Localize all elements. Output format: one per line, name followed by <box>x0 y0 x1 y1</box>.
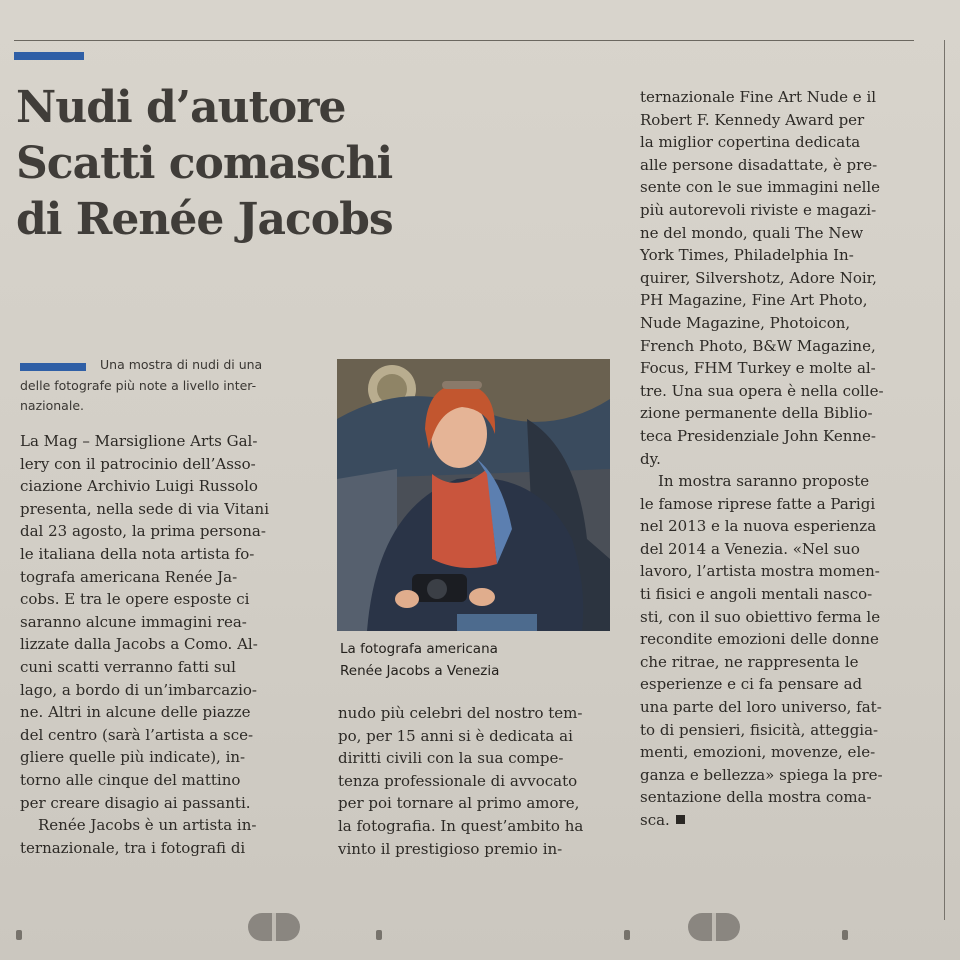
article-text-line: la fotografia. In quest’ambito ha <box>338 816 584 835</box>
lede-line: delle fotografe più note a livello inter- <box>20 377 257 393</box>
article-text-line: sentazione della mostra coma- <box>640 788 872 807</box>
paper-mark <box>842 930 848 940</box>
article-text-line: ternazionale Fine Art Nude e il <box>640 88 877 106</box>
article-text-line: ganza e bellezza» spiega la pre- <box>640 765 883 784</box>
caption-line: Renée Jacobs a Venezia <box>340 663 500 679</box>
article-text-line: la miglior copertina dedicata <box>640 133 861 152</box>
article-text-line: nudo più celebri del nostro tem- <box>338 704 583 722</box>
article-text-line: York Times, Philadelphia In- <box>640 246 854 265</box>
article-text-line: dal 23 agosto, la prima persona- <box>20 522 266 541</box>
article-text-line: tenza professionale di avvocato <box>338 771 578 790</box>
article-text-line: tre. Una sua opera è nella colle- <box>640 381 884 400</box>
article-text-line: dy. <box>640 449 661 468</box>
article-text-line: per creare disagio ai passanti. <box>20 793 251 812</box>
article-text-line: ne del mondo, quali The New <box>640 223 864 242</box>
article-text-line: presenta, nella sede di via Vitani <box>20 499 270 518</box>
article-text-line: diritti civili con la sua compe- <box>338 749 564 768</box>
article-text-line: vinto il prestigioso premio in- <box>338 839 563 858</box>
text-column-3 <box>640 86 940 832</box>
article-text-line: Robert F. Kennedy Award per <box>640 110 865 129</box>
article-text-line: lery con il patrocinio dell’Asso- <box>20 454 256 473</box>
article-text-line: le famose riprese fatte a Parigi <box>640 494 876 513</box>
article-text-line: ternazionale, tra i fotografi di <box>20 838 246 857</box>
headline-line: Nudi d’autore <box>16 82 346 133</box>
article-text-line: esperienze e ci fa pensare ad <box>640 675 863 694</box>
article-text-line: sca. <box>640 809 940 832</box>
paper-mark <box>376 930 382 940</box>
article-text-line: lago, a bordo di un’imbarcazio- <box>20 680 257 699</box>
article-text-line: Renée Jacobs è un artista in- <box>38 816 257 835</box>
article-text-line: zione permanente della Biblio- <box>640 404 873 423</box>
article-text-line: per poi tornare al primo amore, <box>338 794 580 813</box>
text-column-1 <box>20 430 320 859</box>
article-headline <box>16 80 576 248</box>
article-text-line: menti, emozioni, movenze, ele- <box>640 743 876 762</box>
article-text-line: quirer, Silvershotz, Adore Noir, <box>640 268 877 287</box>
article-text-line: PH Magazine, Fine Art Photo, <box>640 291 868 310</box>
article-end-mark <box>676 815 685 824</box>
article-text-line: una parte del loro universo, fat- <box>640 698 882 717</box>
photo-renee-jacobs <box>337 359 610 631</box>
article-text-line: tografa americana Renée Ja- <box>20 567 238 586</box>
headline-line: Scatti comaschi <box>16 138 393 189</box>
article-text-line: sti, con il suo obiettivo ferma le <box>640 607 881 626</box>
paper-mark <box>624 930 630 940</box>
portrait-illustration <box>337 359 610 631</box>
article-text-line: sente con le sue immagini nelle <box>640 178 881 197</box>
caption-line: La fotografa americana <box>340 641 498 657</box>
lede-line: nazionale. <box>20 398 84 413</box>
article-text-line: alle persone disadattate, è pre- <box>640 155 878 174</box>
article-text-line: Focus, FHM Turkey e molte al- <box>640 359 876 378</box>
article-text-line: nel 2013 e la nuova esperienza <box>640 517 877 536</box>
article-text-line: ciazione Archivio Luigi Russolo <box>20 477 258 496</box>
article-text-line: teca Presidenziale John Kenne- <box>640 426 876 445</box>
text-column-2 <box>338 702 618 860</box>
article-text-line: recondite emozioni delle donne <box>640 630 879 649</box>
article-text-line: del 2014 a Venezia. «Nel suo <box>640 539 860 558</box>
article-text-line: cobs. E tra le opere esposte ci <box>20 590 250 609</box>
article-text-line: le italiana della nota artista fo- <box>20 544 255 563</box>
lede-line: Una mostra di nudi di una <box>100 357 263 372</box>
headline-line: di Renée Jacobs <box>16 194 393 245</box>
binder-hole <box>688 913 740 941</box>
article-text-line: del centro (sarà l’artista a sce- <box>20 725 254 744</box>
article-text-line: Nude Magazine, Photoicon, <box>640 313 851 332</box>
article-text-line: to di pensieri, fisicità, atteggia- <box>640 720 879 739</box>
column-divider <box>944 40 945 920</box>
article-text-line: In mostra saranno proposte <box>658 472 870 491</box>
lede-accent-bar <box>20 363 86 371</box>
paper-mark <box>16 930 22 940</box>
top-rule <box>14 40 914 41</box>
article-text-line: lavoro, l’artista mostra momen- <box>640 562 880 581</box>
article-text-line: saranno alcune immagini rea- <box>20 612 247 631</box>
article-text-line: gliere quelle più indicate), in- <box>20 748 246 767</box>
article-text-line: French Photo, B&W Magazine, <box>640 336 876 355</box>
article-text-line: che ritrae, ne rappresenta le <box>640 652 859 671</box>
article-text-line: più autorevoli riviste e magazi- <box>640 200 877 219</box>
section-accent-bar <box>14 52 84 60</box>
article-text-line: cuni scatti verranno fatti sul <box>20 657 236 676</box>
photo-caption <box>340 638 610 682</box>
article-text-line: po, per 15 anni si è dedicata ai <box>338 726 573 745</box>
article-text-line: La Mag – Marsiglione Arts Gal- <box>20 432 258 450</box>
binder-hole <box>248 913 300 941</box>
article-text-line: ti fisici e angoli mentali nasco- <box>640 585 873 604</box>
article-text-line: torno alle cinque del mattino <box>20 770 241 789</box>
article-text-line: lizzate dalla Jacobs a Como. Al- <box>20 635 258 654</box>
article-text-line: ne. Altri in alcune delle piazze <box>20 703 251 722</box>
